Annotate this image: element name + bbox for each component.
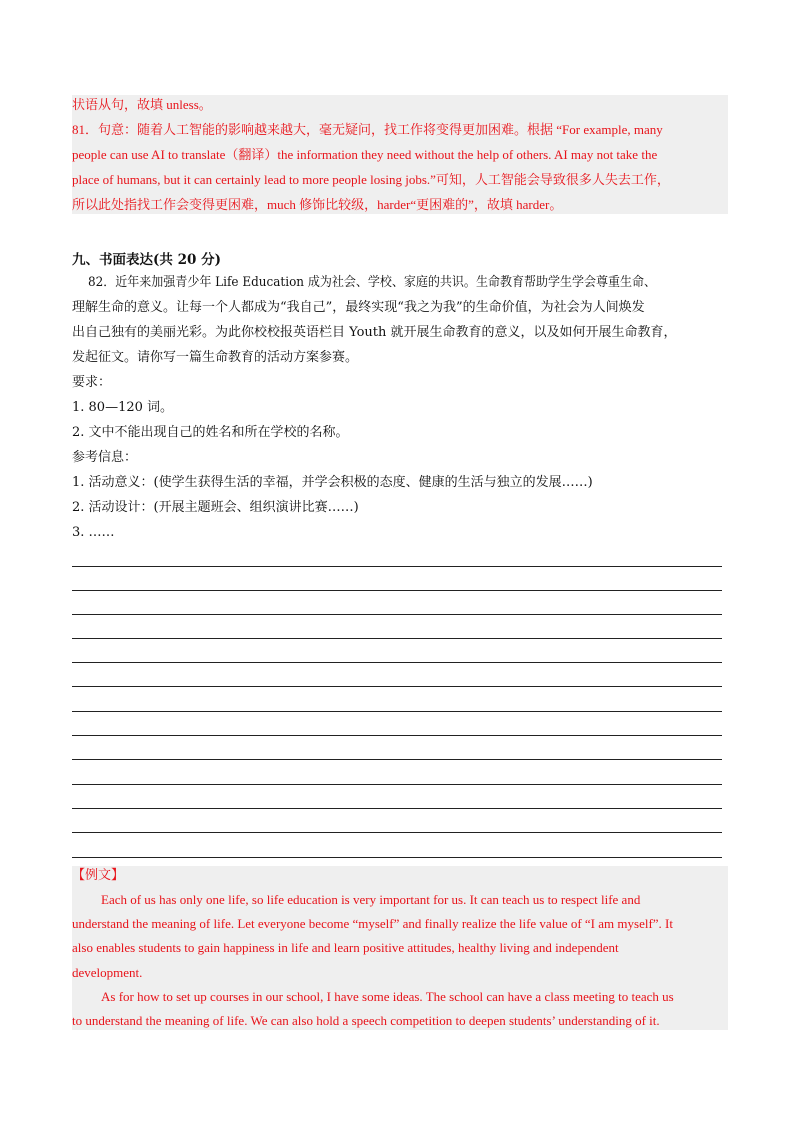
example-line: Each of us has only one life, so life education is very important for us. It can teach us to respect life and [101,892,641,907]
section-heading: 九、书面表达(共 20 分) [72,252,221,268]
writing-line [72,857,722,858]
writing-line [72,662,722,663]
writing-line [72,711,722,712]
question-82-line: 出自己独有的美丽光彩。为此你校校报英语栏目 Youth 就开展生命教育的意义，以及如何开展生命教育， [72,325,677,340]
reference-item: 3. …… [72,525,115,540]
writing-line [72,686,722,687]
writing-line [72,638,722,639]
writing-line [72,566,722,567]
question-82-line: 发起征文。请你写一篇生命教育的活动方案参赛。 [72,350,359,365]
example-line: to understand the meaning of life. We can also hold a speech competition to deepen students’ understanding of it. [72,1013,660,1028]
answer-81-block [72,95,728,214]
example-line: also enables students to gain happiness in life and learn positive attitudes, healthy living and independent [72,940,619,955]
writing-line [72,759,722,760]
requirement-item: 2. 文中不能出现自己的姓名和所在学校的名称。 [72,425,349,440]
question-82-line: 理解生命的意义。让每一个人都成为“我自己”，最终实现“我之为我”的生命价值，为社会为人间焕发 [72,300,645,315]
writing-line [72,808,722,809]
writing-line [72,832,722,833]
answer-81-line: place of humans, but it can certainly lead to more people losing jobs.”可知，人工智能会导致很多人失去工作， [72,172,670,187]
writing-line [72,590,722,591]
requirements-label: 要求： [72,375,112,390]
answer-81-line: 状语从句，故填 unless。 [72,97,212,112]
reference-item: 2. 活动设计：(开展主题班会、组织演讲比赛……) [72,500,359,515]
answer-81-line: 所以此处指找工作会变得更困难，much 修饰比较级，harder“更困难的”，故填 harder。 [72,197,563,212]
example-line: development. [72,965,143,980]
example-line: understand the meaning of life. Let everyone become “myself” and finally realize the life value of “I am myself”. It [72,916,673,931]
requirement-item: 1. 80—120 词。 [72,400,174,415]
writing-line [72,614,722,615]
answer-81-line: people can use AI to translate（翻译）the information they need without the help of others. AI may not take the [72,147,658,162]
example-line: As for how to set up courses in our school, I have some ideas. The school can have a class meeting to teach us [101,989,674,1004]
reference-label: 参考信息： [72,450,138,465]
example-tag: 【例文】 [72,867,125,882]
answer-81-line: 81．句意：随着人工智能的影响越来越大，毫无疑问，找工作将变得更加困难。根据 “For example, many [72,122,663,137]
writing-line [72,735,722,736]
example-essay-block [72,866,728,1030]
reference-item: 1. 活动意义：(使学生获得生活的幸福，并学会积极的态度、健康的生活与独立的发展……) [72,475,593,490]
question-82-line: 82．近年来加强青少年 Life Education 成为社会、学校、家庭的共识。生命教育帮助学生学会尊重生命、 [88,275,657,290]
writing-line [72,784,722,785]
